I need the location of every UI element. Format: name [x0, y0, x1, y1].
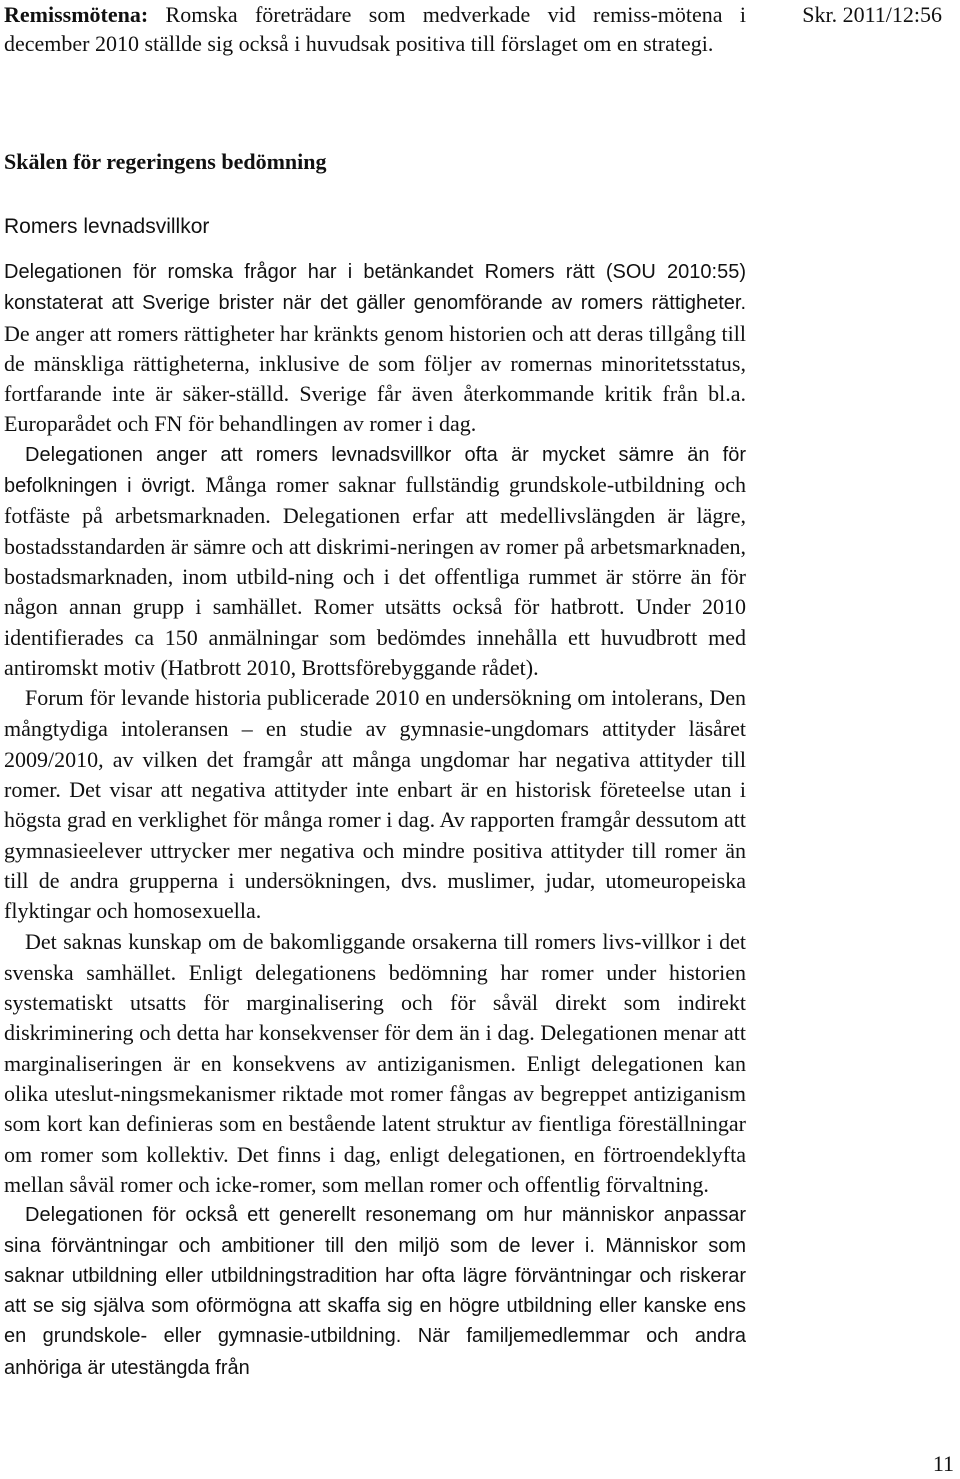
- intro-text: Romska företrädare som medverkade vid remiss-mötena i december 2010 ställde sig också i huvudsak positiva till förslaget om en strategi.: [4, 2, 746, 56]
- body-text: [4, 257, 746, 1383]
- paragraph-sans-part: Delegationen för romska frågor har i betänkandet Romers rätt (SOU 2010:55) konstaterat att Sverige brister när det gäller genomförande av romers rättigheter.: [4, 261, 746, 315]
- intro-label: Remissmötena:: [4, 2, 149, 27]
- paragraph-serif-part: Det saknas kunskap om de bakomliggande orsakerna till romers livs-villkor i det svenska samhället. Enligt delegationens bedömning har romer under historien systematiskt utsatts för marginalisering och för såväl direkt som indirekt diskriminering och detta har konsekvenser för dem än i dag. Delegationen menar att marginaliseringen är en konsekvens av antiziganismen. Enligt delegationen kan olika uteslut-ningsmekanismer riktade mot romer fångas av begreppet antiziganism som kort kan definieras som en bestående latent struktur av fientliga föreställningar om romer som kollektiv. Det finns i dag, enligt delegationen, en förtroendeklyfta mellan såväl romer och icke-romer, som mellan romer och offentlig förvaltning.: [4, 928, 746, 1197]
- paragraph: [4, 440, 746, 683]
- paragraph-serif-part: De anger att romers rättigheter har kränkts genom historien och att deras tillgång till de mänskliga rättigheterna, inklusive de som följer av romernas minoritetsstatus, fortfarande inte är säker-ställd. Sverige får även återkommande kritik från bl.a. Europarådet och FN för behandlingen av romer i dag.: [4, 320, 746, 437]
- paragraph-serif-part: Många romer saknar fullständig grundskole-utbildning och fotfäste på arbetsmarknaden. Delegationen erfar att medellivslängden är lägre, bostadsstandarden är sämre och att diskrimi-neringen av romer på arbetsmarknaden, bostadsmarknaden, inom utbild-ning och i det offentliga rummet är större än för någon annan grupp i samhället. Romer utsätts också för hatbrott. Under 2010 identifierades ca 150 anmälningar som bedömdes innehålla ett huvudbrott med antiromskt motiv (Hatbrott 2010, Brottsförebyggande rådet).: [4, 472, 746, 680]
- section-heading: Skälen för regeringens bedömning: [4, 149, 327, 174]
- paragraph: [4, 683, 746, 926]
- paragraph: [4, 1200, 746, 1383]
- document-reference: Skr. 2011/12:56: [802, 2, 942, 27]
- paragraph: [4, 927, 746, 1201]
- intro-paragraph: [4, 0, 746, 58]
- section-subheading: Romers levnadsvillkor: [4, 215, 210, 238]
- page-number: 11: [932, 1451, 954, 1476]
- paragraph-sans-part: Delegationen anger att romers levnadsvillkor ofta är mycket sämre än för befolkningen i övrigt.: [4, 443, 746, 498]
- paragraph-serif-part: Forum för levande historia publicerade 2010 en undersökning om intolerans, Den mångtydiga intoleransen – en studie av gymnasie-ungdomars attityder läsåret 2009/2010, av vilken det framgår att många ungdomar har negativa attityder till romer. Det visar att negativa attityder inte enbart är en historisk företeelse utan i högsta grad en verklighet för många romer i dag. Av rapporten framgår dessutom att gymnasieelever uttrycker mer negativa och mindre positiva attityder till romer än till de andra grupperna i undersökningen, dvs. muslimer, judar, utomeuropeiska flyktingar och homosexuella.: [4, 685, 746, 924]
- paragraph: [4, 257, 746, 440]
- paragraph-sans-part: Delegationen för också ett generellt resonemang om hur människor anpassar sina förväntningar och ambitioner till den miljö som de lever i. Människor som saknar utbildning eller utbildningstradition har ofta lägre förväntningar och riskerar att se sig själva som oförmögna att skaffa sig en högre utbildning eller kanske ens en grundskole- eller gymnasie-utbildning. När familjemedlemmar och andra anhöriga är utestängda från: [4, 1204, 746, 1379]
